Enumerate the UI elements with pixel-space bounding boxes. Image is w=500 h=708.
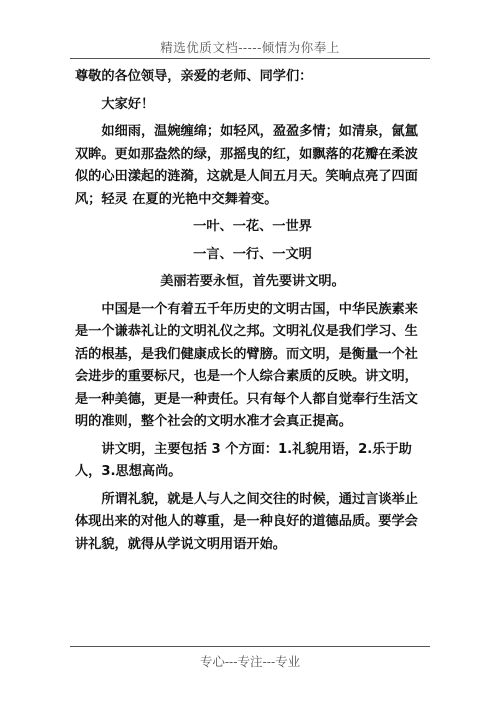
footer-divider (70, 646, 430, 647)
header-divider (70, 58, 430, 59)
page-footer: 专心---专注---专业 (199, 654, 301, 669)
document-body (75, 66, 430, 556)
three-aspects-paragraph: 讲文明，主要包括 3 个方面：1.礼貌用语，2.乐于助人，3.思想高尚。 (75, 441, 412, 479)
greeting: 大家好！ (101, 96, 155, 112)
courtesy-paragraph: 所谓礼貌，就是人与人之间交往的时候，通过言谈举止体现出来的对他人的尊重，是一种良好的道德品质。要学会讲礼貌，就得从学说文明用语开始。 (75, 491, 418, 552)
verse-line-1: 一叶、一花、一世界 (193, 219, 312, 234)
verse-line-2: 一言、一行、一文明 (193, 246, 312, 262)
salutation: 尊敬的各位领导，亲爱的老师、同学们： (75, 69, 313, 84)
page-header: 精选优质文档-----倾情为你奉上 (160, 40, 340, 55)
theme-sentence: 美丽若要永恒，首先要讲文明。 (160, 274, 345, 289)
civilization-paragraph: 中国是一个有着五千年历史的文明古国，中华民族素来是一个谦恭礼让的文明礼仪之邦。文明礼仪是我们学习、生活的根基，是我们健康成长的臂膀。而文明，是衡量一个社会进步的重要标尺，也是一个人综合素质的反映。讲文明，是一种美德，更是一种责任。只有每个人都自觉奉行生活文明的准则，整个社会的文明水准才会真正提高。 (75, 301, 418, 429)
opening-paragraph: 如细雨，温婉缠绵；如轻风，盈盈多情；如清泉，氤氲双眸。更如那盎然的绿，那摇曳的红，如飘落的花瓣在柔波似的心田漾起的涟漪，这就是人间五月天。笑晌点亮了四面风；轻灵 在夏的光艳中交舞着变。 (75, 124, 418, 207)
